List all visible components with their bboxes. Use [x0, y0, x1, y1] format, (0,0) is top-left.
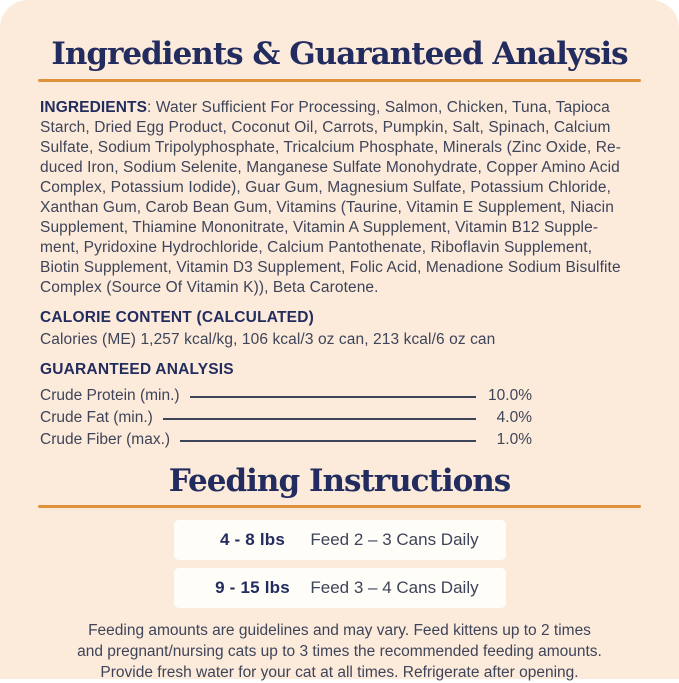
orange-divider-feeding — [38, 505, 641, 508]
ga-row — [40, 407, 532, 429]
text-line: Xanthan Gum, Carob Bean Gum, Vitamins (Taurine, Vitamin E Supplement, Niacin — [40, 199, 614, 216]
text-line: Starch, Dried Egg Product, Coconut Oil, Carrots, Pumpkin, Salt, Spinach, Calcium — [40, 119, 611, 136]
ga-label: Crude Protein (min.) — [40, 387, 180, 404]
leader-line — [163, 418, 476, 420]
ingredients-paragraph — [40, 98, 639, 298]
feeding-amount: Feed 2 – 3 Cans Daily — [310, 530, 479, 549]
guaranteed-analysis-table — [40, 385, 532, 451]
ga-label: Crude Fat (min.) — [40, 409, 153, 426]
text-line: Feeding amounts are guidelines and may vary. Feed kittens up to 2 times — [88, 622, 591, 639]
calorie-content-text: Calories (ME) 1,257 kcal/kg, 106 kcal/3 oz can, 213 kcal/6 oz can — [40, 331, 496, 348]
text-line: Supplement, Thiamine Mononitrate, Vitamin A Supplement, Vitamin B12 Supple- — [40, 219, 599, 236]
text-line: Provide fresh water for your cat at all times. Refrigerate after opening. — [100, 664, 579, 681]
text-line: Sulfate, Sodium Tripolyphosphate, Tricalcium Phosphate, Minerals (Zinc Oxide, Re- — [40, 139, 621, 156]
text-line: INGREDIENTS: Water Sufficient For Processing, Salmon, Chicken, Tuna, Tapioca — [40, 99, 610, 116]
text-line: duced Iron, Sodium Selenite, Manganese Sulfate Monohydrate, Copper Amino Acid — [40, 159, 620, 176]
orange-divider-top — [38, 79, 641, 82]
weight-range: 9 - 15 lbs — [215, 578, 290, 597]
feeding-instructions-title: Feeding Instructions — [168, 463, 511, 499]
ga-value: 1.0% — [496, 431, 532, 448]
text-line: Biotin Supplement, Vitamin D3 Supplement, Folic Acid, Menadione Sodium Bisulfite — [40, 259, 621, 276]
feeding-table — [38, 520, 641, 608]
ga-label: Crude Fiber (max.) — [40, 431, 171, 448]
text-line: Complex (Source Of Vitamin K)), Beta Carotene. — [40, 279, 379, 296]
feeding-row — [174, 568, 506, 608]
feeding-amount: Feed 3 – 4 Cans Daily — [310, 578, 479, 597]
guaranteed-analysis-header: GUARANTEED ANALYSIS — [40, 361, 234, 378]
text-line: Complex, Potassium Iodide), Guar Gum, Magnesium Sulfate, Potassium Chloride, — [40, 179, 612, 196]
ingredients-label: INGREDIENTS — [40, 99, 148, 116]
leader-line — [190, 396, 476, 398]
text-line: ment, Pyridoxine Hydrochloride, Calcium Pantothenate, Riboflavin Supplement, — [40, 239, 593, 256]
ga-value: 4.0% — [496, 409, 532, 426]
ingredients-analysis-title: Ingredients & Guaranteed Analysis — [51, 36, 628, 72]
leader-line — [180, 440, 476, 442]
calorie-content-header: CALORIE CONTENT (CALCULATED) — [40, 309, 314, 326]
feeding-note — [38, 620, 641, 683]
ga-value: 10.0% — [488, 387, 532, 404]
text-line: and pregnant/nursing cats up to 3 times the recommended feeding amounts. — [77, 643, 602, 660]
weight-range: 4 - 8 lbs — [219, 530, 286, 549]
feeding-row — [174, 520, 506, 560]
ga-row — [40, 385, 532, 407]
ga-row — [40, 429, 532, 451]
